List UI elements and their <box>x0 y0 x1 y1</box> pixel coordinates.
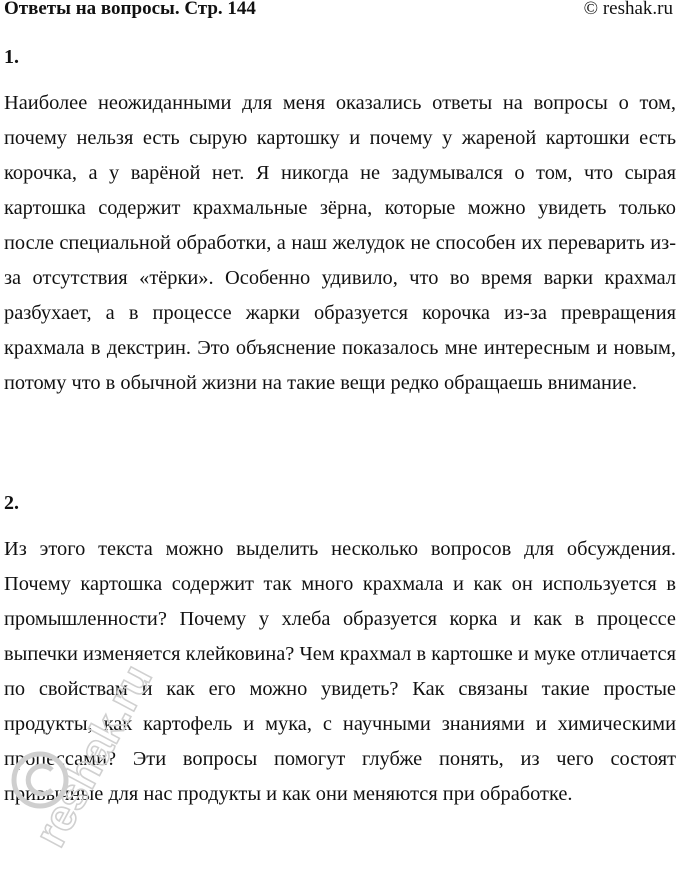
page-title: Ответы на вопросы. Стр. 144 <box>4 0 256 19</box>
watermark-text: reshak.ru <box>25 656 162 855</box>
section-2-text: Из этого текста можно выделить несколько вопросов для обсуждения. Почему картошка содержит так много крахмала и как он используется в промышленности? Почему у хлеба образуется корка и как в процессе выпечки изменяется клейковина? Чем крахмал в картошке и муке отличается по свойствам и как его можно увидеть? Как связаны такие простые продукты, как картофель и мука, с научными знаниями и химическими процессами? Эти вопросы помогут глубже понять, из чего состоят привычные для нас продукты и как они меняются при обработке. <box>4 538 676 805</box>
section-1-number: 1. <box>4 46 19 68</box>
source-label: © reshak.ru <box>583 0 673 19</box>
section-2-number: 2. <box>4 492 19 514</box>
page-header <box>4 0 673 24</box>
section-1-text: Наиболее неожиданными для меня оказались ответы на вопросы о том, почему нельзя есть сырую картошку и почему у жареной картошки есть корочка, а у варёной нет. Я никогда не задумывался о том, что сырая картошка содержит крахмальные зёрна, которые можно увидеть только после специальной обработки, а наш желудок не способен их переварить из-за отсутствия «тёрки». Особенно удивило, что во время варки крахмал разбухает, а в процессе жарки образуется корочка из-за превращения крахмала в декстрин. Это объяснение показалось мне интересным и новым, потому что в обычной жизни на такие вещи редко обращаешь внимание. <box>4 92 676 394</box>
